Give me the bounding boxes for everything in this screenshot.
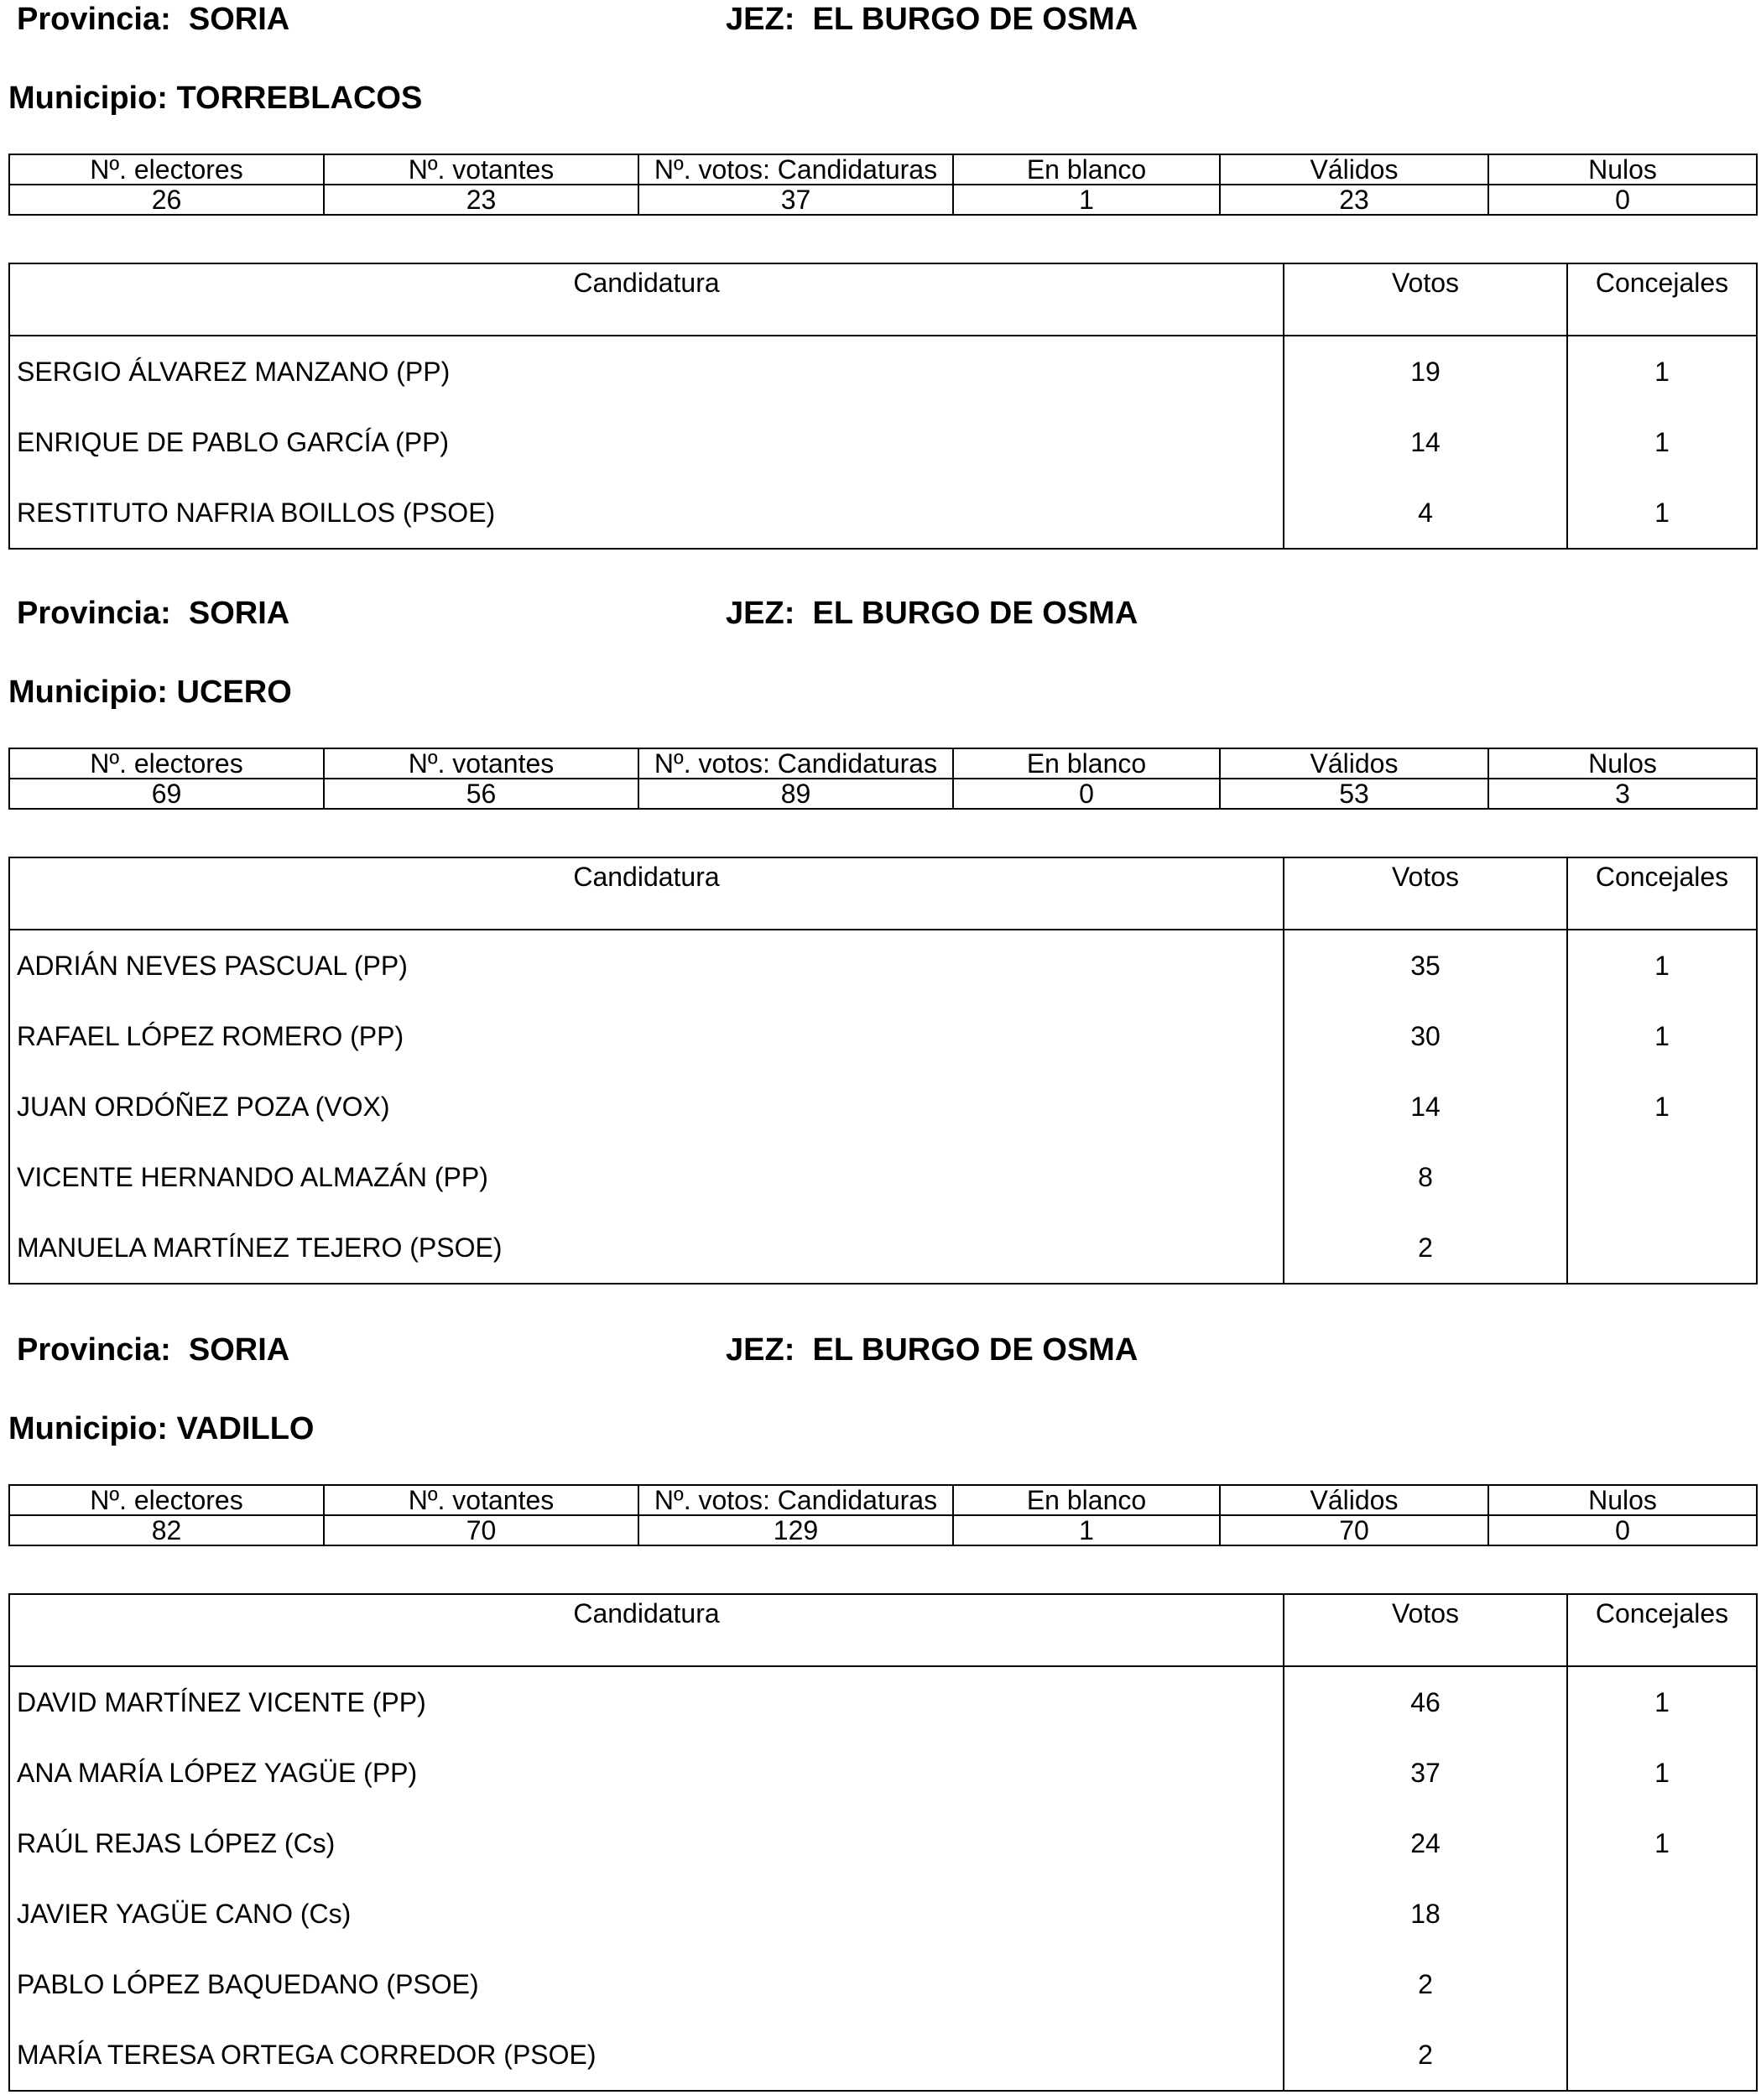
candidate-votos: 37 [1284,1738,1567,1808]
jez-line [726,1331,1138,1369]
candidate-row [9,1879,1757,1949]
candidate-row [9,1001,1757,1071]
stats-value-votos-candidaturas: 37 [638,185,953,215]
candidate-row [9,1666,1757,1738]
stats-header-nulos: Nulos [1488,1485,1757,1515]
header-candidatura: Candidatura [9,1594,1284,1666]
candidate-name: JUAN ORDÓÑEZ POZA (VOX) [9,1071,1284,1142]
stats-table [8,1484,1758,1546]
candidate-concejales: 1 [1567,930,1757,1001]
provincia-value: SORIA [188,596,290,631]
stats-value-validos: 70 [1220,1515,1488,1545]
stats-value-row [9,1515,1757,1545]
candidate-name: ANA MARÍA LÓPEZ YAGÜE (PP) [9,1738,1284,1808]
candidate-concejales: 1 [1567,1738,1757,1808]
stats-header-votos-candidaturas: Nº. votos: Candidaturas [638,1485,953,1515]
candidate-name: MANUELA MARTÍNEZ TEJERO (PSOE) [9,1212,1284,1284]
candidates-table [8,857,1758,1284]
candidate-votos: 18 [1284,1879,1567,1949]
candidate-name: RAFAEL LÓPEZ ROMERO (PP) [9,1001,1284,1071]
stats-header-row [9,154,1757,185]
jez-line [726,0,1138,39]
candidate-votos: 46 [1284,1666,1567,1738]
candidates-table [8,1593,1758,2092]
candidate-concejales [1567,1212,1757,1284]
provincia-line [17,0,289,39]
provincia-line [17,594,289,633]
municipio-value: VADILLO [176,1411,315,1446]
candidate-name: MARÍA TERESA ORTEGA CORREDOR (PSOE) [9,2019,1284,2091]
candidate-name: DAVID MARTÍNEZ VICENTE (PP) [9,1666,1284,1738]
candidate-concejales: 1 [1567,477,1757,549]
candidate-concejales: 1 [1567,336,1757,407]
stats-header-electores: Nº. electores [9,748,324,779]
stats-value-validos: 53 [1220,779,1488,809]
candidate-row [9,1142,1757,1212]
provincia-value: SORIA [188,2,290,37]
municipio-value: UCERO [176,675,292,710]
stats-header-en-blanco: En blanco [953,1485,1220,1515]
candidate-row [9,407,1757,477]
candidate-name: ADRIÁN NEVES PASCUAL (PP) [9,930,1284,1001]
candidate-row [9,1808,1757,1879]
municipio-section-vadillo [0,1331,1761,2098]
candidate-name: RAÚL REJAS LÓPEZ (Cs) [9,1808,1284,1879]
provincia-label: Provincia: [17,596,171,631]
stats-value-row [9,779,1757,809]
jez-label: JEZ: [726,2,795,37]
stats-value-electores: 26 [9,185,324,215]
header-concejales: Concejales [1567,263,1757,336]
municipio-label: Municipio: [8,1411,168,1446]
stats-header-nulos: Nulos [1488,154,1757,185]
jez-label: JEZ: [726,596,795,631]
municipio-title [8,1410,314,1448]
header-votos: Votos [1284,857,1567,930]
jez-value: EL BURGO DE OSMA [812,1332,1138,1368]
jez-value: EL BURGO DE OSMA [812,2,1138,37]
stats-table [8,748,1758,810]
stats-header-en-blanco: En blanco [953,748,1220,779]
municipio-label: Municipio: [8,81,168,116]
candidate-name: PABLO LÓPEZ BAQUEDANO (PSOE) [9,1949,1284,2019]
candidate-concejales: 1 [1567,1071,1757,1142]
stats-value-votos-candidaturas: 129 [638,1515,953,1545]
stats-value-electores: 69 [9,779,324,809]
stats-header-votantes: Nº. votantes [324,748,638,779]
candidate-concejales [1567,1949,1757,2019]
candidate-votos: 35 [1284,930,1567,1001]
candidate-votos: 14 [1284,1071,1567,1142]
municipio-title [8,673,292,711]
candidate-name: ENRIQUE DE PABLO GARCÍA (PP) [9,407,1284,477]
candidate-name: RESTITUTO NAFRIA BOILLOS (PSOE) [9,477,1284,549]
stats-header-votos-candidaturas: Nº. votos: Candidaturas [638,748,953,779]
candidate-votos: 14 [1284,407,1567,477]
municipio-title [8,79,422,117]
provincia-label: Provincia: [17,2,171,37]
stats-header-row [9,1485,1757,1515]
candidate-concejales: 1 [1567,1001,1757,1071]
stats-value-en-blanco: 1 [953,1515,1220,1545]
candidates-header-row [9,1594,1757,1666]
candidate-concejales [1567,1879,1757,1949]
municipio-value: TORREBLACOS [176,81,423,116]
provincia-value: SORIA [188,1332,290,1368]
candidate-name: JAVIER YAGÜE CANO (Cs) [9,1879,1284,1949]
stats-value-votantes: 70 [324,1515,638,1545]
stats-value-votantes: 23 [324,185,638,215]
stats-value-electores: 82 [9,1515,324,1545]
stats-header-validos: Válidos [1220,748,1488,779]
stats-value-row [9,185,1757,215]
candidate-row [9,477,1757,549]
candidate-votos: 2 [1284,2019,1567,2091]
stats-table [8,154,1758,216]
candidate-votos: 4 [1284,477,1567,549]
candidate-concejales: 1 [1567,407,1757,477]
candidate-votos: 2 [1284,1212,1567,1284]
candidates-header-row [9,263,1757,336]
header-concejales: Concejales [1567,857,1757,930]
provincia-line [17,1331,289,1369]
header-concejales: Concejales [1567,1594,1757,1666]
stats-header-votos-candidaturas: Nº. votos: Candidaturas [638,154,953,185]
jez-label: JEZ: [726,1332,795,1368]
stats-header-en-blanco: En blanco [953,154,1220,185]
stats-value-en-blanco: 1 [953,185,1220,215]
candidate-row [9,336,1757,407]
stats-header-electores: Nº. electores [9,1485,324,1515]
candidate-concejales [1567,1142,1757,1212]
candidate-row [9,1738,1757,1808]
header-votos: Votos [1284,1594,1567,1666]
municipio-label: Municipio: [8,675,168,710]
stats-header-votantes: Nº. votantes [324,154,638,185]
stats-value-votantes: 56 [324,779,638,809]
candidate-row [9,1071,1757,1142]
candidate-concejales: 1 [1567,1666,1757,1738]
municipio-section-ucero [0,594,1761,1290]
candidate-row [9,2019,1757,2091]
candidate-votos: 19 [1284,336,1567,407]
stats-value-nulos: 0 [1488,185,1757,215]
stats-header-row [9,748,1757,779]
candidate-row [9,1212,1757,1284]
stats-header-validos: Válidos [1220,1485,1488,1515]
candidate-name: SERGIO ÁLVAREZ MANZANO (PP) [9,336,1284,407]
stats-value-nulos: 3 [1488,779,1757,809]
stats-value-votos-candidaturas: 89 [638,779,953,809]
candidate-votos: 24 [1284,1808,1567,1879]
candidate-name: VICENTE HERNANDO ALMAZÁN (PP) [9,1142,1284,1212]
jez-line [726,594,1138,633]
candidate-concejales: 1 [1567,1808,1757,1879]
stats-header-electores: Nº. electores [9,154,324,185]
header-candidatura: Candidatura [9,857,1284,930]
stats-value-validos: 23 [1220,185,1488,215]
stats-value-en-blanco: 0 [953,779,1220,809]
candidates-header-row [9,857,1757,930]
header-votos: Votos [1284,263,1567,336]
municipio-section-torreblacos [0,0,1761,554]
candidate-votos: 2 [1284,1949,1567,2019]
candidate-concejales [1567,2019,1757,2091]
stats-header-nulos: Nulos [1488,748,1757,779]
candidate-votos: 8 [1284,1142,1567,1212]
candidate-votos: 30 [1284,1001,1567,1071]
candidate-row [9,1949,1757,2019]
stats-header-votantes: Nº. votantes [324,1485,638,1515]
provincia-label: Provincia: [17,1332,171,1368]
stats-value-nulos: 0 [1488,1515,1757,1545]
header-candidatura: Candidatura [9,263,1284,336]
jez-value: EL BURGO DE OSMA [812,596,1138,631]
candidates-table [8,263,1758,550]
stats-header-validos: Válidos [1220,154,1488,185]
candidate-row [9,930,1757,1001]
